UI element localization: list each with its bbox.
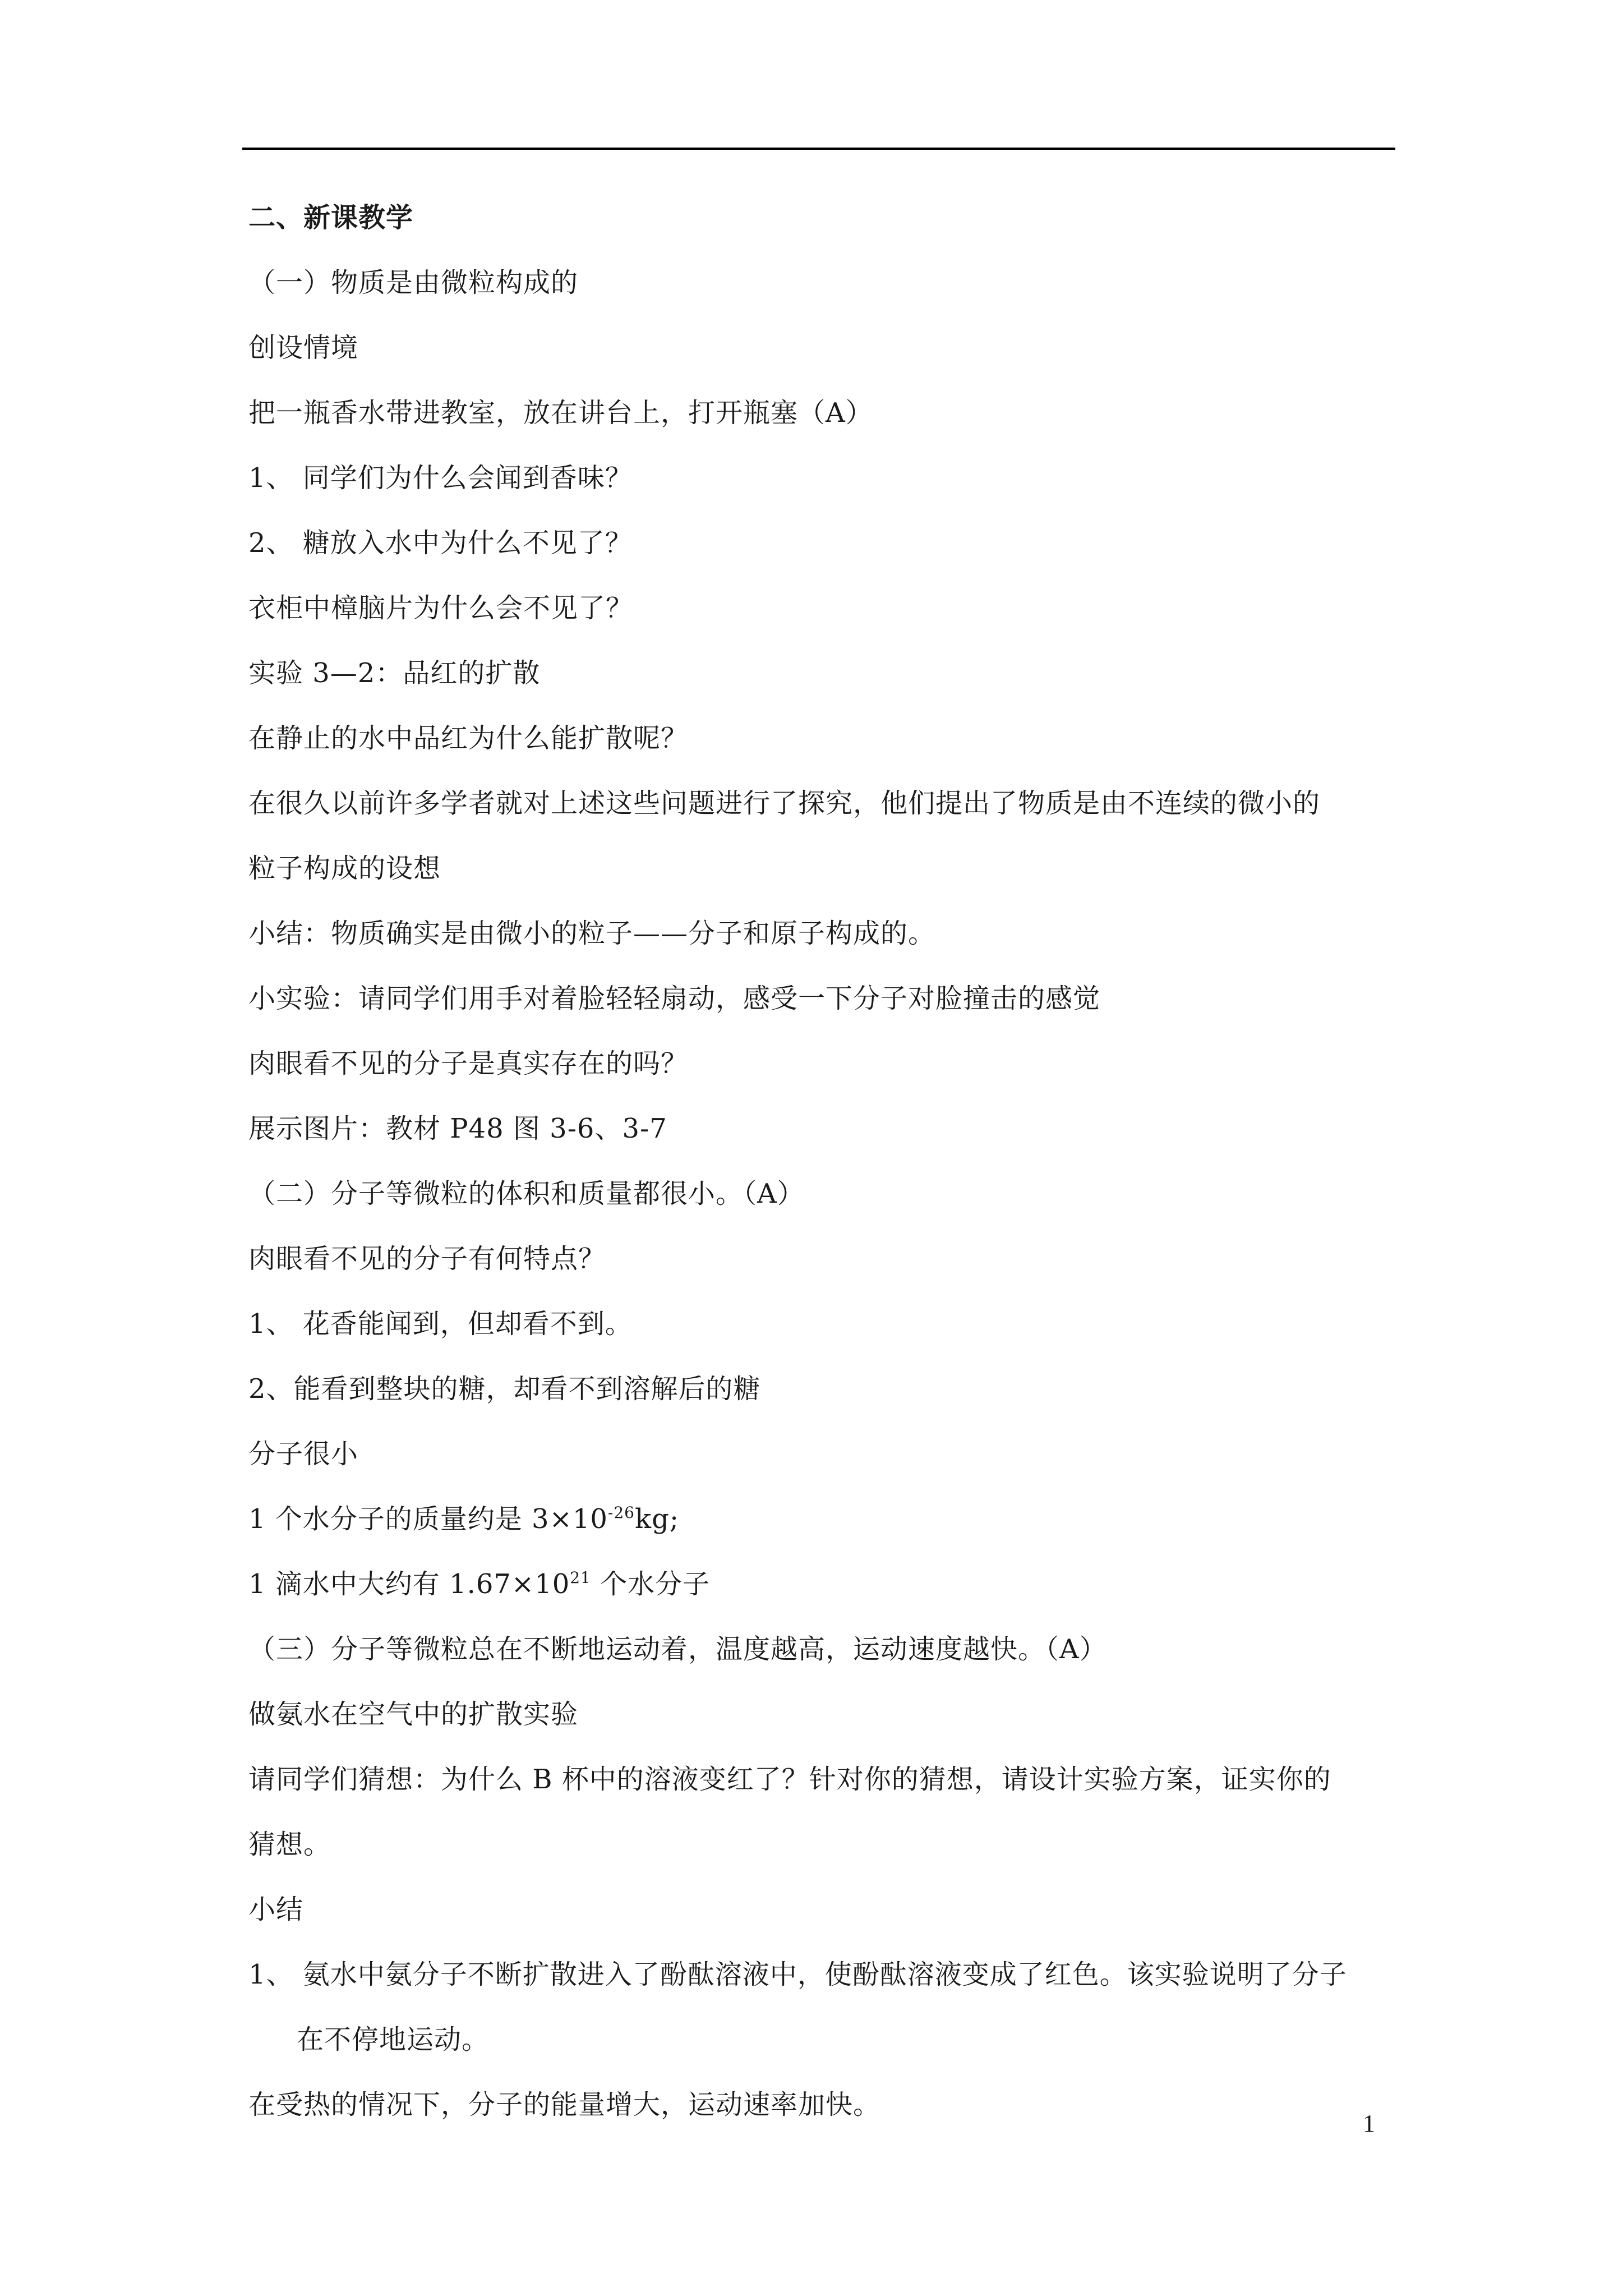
paragraph: 猜想。	[248, 1829, 331, 1860]
list-item: 2、 糖放入水中为什么不见了？	[248, 527, 633, 559]
subsection-title-1: （一）物质是由微粒构成的	[248, 267, 579, 298]
list-item: 1、 氨水中氨分子不断扩散进入了酚酞溶液中，使酚酞溶液变成了红色。该实验说明了分子	[248, 1959, 1347, 1990]
paragraph: 把一瓶香水带进教室，放在讲台上，打开瓶塞（A）	[248, 397, 873, 429]
paragraph: 肉眼看不见的分子是真实存在的吗？	[248, 1048, 689, 1079]
document-body	[248, 185, 1404, 2137]
paragraph: 小结	[248, 1894, 304, 1925]
superscript: 21	[570, 1568, 591, 1587]
text-segment: 1 个水分子的质量约是 3×10	[248, 1503, 608, 1535]
header-rule	[242, 148, 1395, 150]
paragraph-drop	[248, 1552, 1404, 1617]
paragraph: 在受热的情况下，分子的能量增大，运动速率加快。	[248, 2089, 881, 2120]
page-number: 1	[1363, 2110, 1375, 2137]
paragraph: 展示图片：教材 P48 图 3-6、3-7	[248, 1113, 667, 1144]
subsection-title-2: （二）分子等微粒的体积和质量都很小。（A）	[248, 1178, 805, 1209]
subsection-title-3: （三）分子等微粒总在不断地运动着，温度越高，运动速度越快。（A）	[248, 1634, 1107, 1665]
paragraph: 在很久以前许多学者就对上述这些问题进行了探究，他们提出了物质是由不连续的微小的	[248, 788, 1321, 819]
paragraph: 小结：物质确实是由微小的粒子——分子和原子构成的。	[248, 918, 936, 949]
section-heading: 二、新课教学	[248, 202, 414, 233]
paragraph: 肉眼看不见的分子有何特点？	[248, 1243, 606, 1274]
list-item: 2、能看到整块的糖，却看不到溶解后的糖	[248, 1373, 761, 1405]
list-item-continuation: 在不停地运动。	[297, 2024, 490, 2055]
paragraph: 粒子构成的设想	[248, 853, 441, 884]
paragraph: 分子很小	[248, 1438, 359, 1470]
superscript: -26	[607, 1503, 635, 1522]
paragraph: 请同学们猜想：为什么 B 杯中的溶液变红了？针对你的猜想，请设计实验方案，证实你的	[248, 1764, 1331, 1795]
paragraph: 在静止的水中品红为什么能扩散呢？	[248, 723, 689, 754]
paragraph: 衣柜中樟脑片为什么会不见了？	[248, 592, 634, 624]
list-item: 1、 同学们为什么会闻到香味？	[248, 462, 633, 494]
paragraph: 实验 3—2：品红的扩散	[248, 657, 541, 689]
list-item: 1、 花香能闻到，但却看不到。	[248, 1308, 633, 1340]
paragraph-mass	[248, 1487, 1404, 1552]
text-segment: 1 滴水中大约有 1.67×10	[248, 1568, 570, 1600]
text-segment: kg;	[635, 1503, 679, 1535]
paragraph: 做氨水在空气中的扩散实验	[248, 1699, 579, 1730]
text-segment: 个水分子	[591, 1568, 711, 1600]
paragraph: 小实验：请同学们用手对着脸轻轻扇动，感受一下分子对脸撞击的感觉	[248, 983, 1101, 1014]
paragraph: 创设情境	[248, 332, 359, 364]
